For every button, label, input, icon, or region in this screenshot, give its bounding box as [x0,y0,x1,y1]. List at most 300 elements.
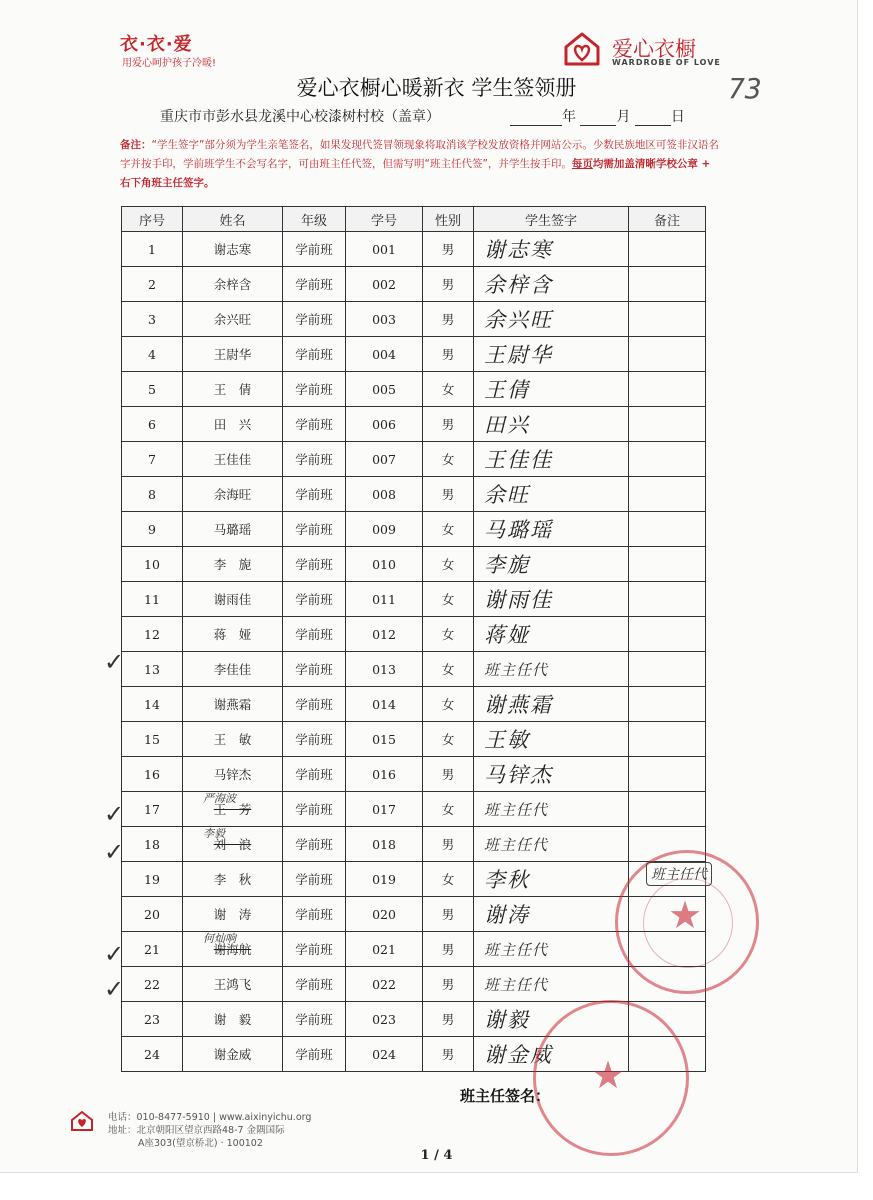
student-gender-text: 女 [441,382,455,397]
student-signature[interactable] [474,372,629,407]
footer-address-2: A座303(望京桥北) · 100102 [138,1138,263,1149]
row-number [122,967,183,1002]
student-grade [283,687,346,722]
header-no: 序号 [122,207,183,232]
student-gender [423,722,474,757]
student-grade [283,897,346,932]
student-gender [423,757,474,792]
table-row [122,372,706,407]
seal-star-icon: ★ [668,893,703,937]
student-gender [423,582,474,617]
row-remark[interactable] [629,687,706,722]
student-id-text: 018 [372,836,396,852]
row-remark[interactable] [629,652,706,687]
student-id [346,302,423,337]
student-signature[interactable] [474,792,629,827]
row-number [122,1002,183,1037]
row-remark[interactable] [629,407,706,442]
student-gender [423,512,474,547]
student-gender-text: 男 [441,487,455,502]
footer-contact [108,1111,311,1150]
student-signature-text: 王倩 [484,378,530,402]
year-blank[interactable] [510,113,562,126]
student-gender [423,932,474,967]
student-grade-text: 学前班 [295,452,333,467]
row-number [122,862,183,897]
student-gender-text: 男 [441,347,455,362]
student-id [346,652,423,687]
student-grade [283,792,346,827]
student-id [346,442,423,477]
row-number-text: 19 [144,871,160,887]
row-number [122,897,183,932]
student-gender-text: 男 [441,977,455,992]
student-name [183,442,283,477]
day-blank[interactable] [635,113,671,126]
student-grade-text: 学前班 [295,382,333,397]
month-blank[interactable] [580,113,616,126]
student-id [346,232,423,267]
row-number [122,932,183,967]
row-number [122,687,183,722]
student-gender [423,407,474,442]
row-number [122,337,183,372]
table-row [122,407,706,442]
student-grade-text: 学前班 [295,312,333,327]
student-id-text: 009 [372,521,396,537]
student-id-text: 010 [372,556,396,572]
page-number: 1 / 4 [420,1148,453,1163]
student-id [346,512,423,547]
student-id [346,897,423,932]
student-gender [423,967,474,1002]
student-gender-text: 女 [441,592,455,607]
row-number [122,792,183,827]
student-name [183,792,283,827]
student-name [183,1037,283,1072]
row-number [122,547,183,582]
student-name [183,547,283,582]
student-name-text: 李佳佳 [213,662,252,677]
student-gender-text: 男 [441,417,455,432]
student-signature-text: 余旺 [484,483,530,507]
header-name: 姓名 [183,207,283,232]
row-remark[interactable] [629,337,706,372]
student-name [183,757,283,792]
table-row [122,722,706,757]
student-name-text: 余兴旺 [213,312,252,327]
row-remark[interactable] [629,582,706,617]
handwritten-correction: 严海波 [203,792,236,805]
student-id [346,792,423,827]
student-signature[interactable] [474,337,629,372]
row-remark[interactable] [629,442,706,477]
student-grade [283,862,346,897]
student-gender-text: 女 [441,872,455,887]
student-name [183,477,283,512]
student-grade [283,372,346,407]
table-row [122,302,706,337]
student-grade-text: 学前班 [295,662,333,677]
student-grade [283,617,346,652]
student-grade [283,232,346,267]
student-signature[interactable] [474,547,629,582]
student-gender [423,652,474,687]
row-remark[interactable] [629,757,706,792]
student-name [183,302,283,337]
student-name-text: 谢志寒 [213,242,252,257]
row-number [122,512,183,547]
student-signature-text: 王佳佳 [484,448,553,472]
row-number-text: 1 [148,241,156,257]
student-gender [423,1037,474,1072]
left-brand-logo: 衣·衣·爱 [120,34,193,55]
table-row [122,617,706,652]
check-mark-icon: ✓ [104,800,125,828]
student-id [346,547,423,582]
student-name [183,232,283,267]
student-grade-text: 学前班 [295,1047,333,1062]
student-name-text: 王 芳 [213,802,252,817]
student-signature[interactable] [474,442,629,477]
student-gender-text: 男 [441,907,455,922]
student-name [183,407,283,442]
student-id-text: 006 [372,416,396,432]
handwritten-page-number: 73 [728,72,762,105]
row-number-text: 14 [144,696,160,712]
handwritten-correction: 何灿响 [203,932,236,945]
student-name-text: 王鸿飞 [213,977,252,992]
student-signature-text: 田兴 [484,413,530,437]
student-id-text: 024 [372,1046,396,1062]
student-id-text: 008 [372,486,396,502]
student-grade-text: 学前班 [295,347,333,362]
student-id [346,1002,423,1037]
student-signature-text: 谢毅 [484,1008,530,1032]
student-name [183,827,283,862]
student-name [183,897,283,932]
student-signature-text: 马璐瑶 [484,518,553,542]
student-gender-text: 女 [441,697,455,712]
house-heart-icon [70,1110,94,1132]
student-id-text: 011 [372,591,396,607]
table-row [122,232,706,267]
student-gender [423,687,474,722]
row-number-text: 20 [144,906,160,922]
student-grade-text: 学前班 [295,942,333,957]
student-grade [283,1037,346,1072]
note-text: “学生签字”部分须为学生亲笔签名，如果发现代签冒领现象将取消该学校发放资格并网站公示。少数民族地区可签非汉语名字并按手印，学前班学生不会写名字，可由班主任代签，但需写明“班主任代签”，并学生按手印。 [120,139,719,170]
student-grade-text: 学前班 [295,1012,333,1027]
row-number-text: 6 [148,416,156,432]
teacher-proxy-stamp: 班主任代 [646,862,712,886]
teacher-signature-label: 班主任签名： [460,1087,551,1105]
instruction-note [120,136,720,193]
student-grade [283,582,346,617]
note-emphasis: 每页 [571,158,593,170]
student-name-text: 谢金威 [213,1047,252,1062]
student-gender [423,827,474,862]
student-gender [423,267,474,302]
table-row [122,512,706,547]
school-name: 重庆市市彭水县龙溪中心校漆树村校（盖章） [160,109,440,125]
student-gender-text: 男 [441,312,455,327]
student-grade-text: 学前班 [295,977,333,992]
student-grade-text: 学前班 [295,417,333,432]
student-id-text: 001 [372,241,396,257]
student-signature[interactable] [474,687,629,722]
table-row [122,337,706,372]
student-grade [283,932,346,967]
student-id [346,862,423,897]
footer-address: 地址：北京朝阳区望京西路48-7 金隅国际 [108,1125,285,1136]
row-number [122,232,183,267]
student-id [346,932,423,967]
student-grade-text: 学前班 [295,732,333,747]
student-grade [283,547,346,582]
student-grade-text: 学前班 [295,487,333,502]
student-name [183,617,283,652]
row-number-text: 18 [144,836,160,852]
student-name-text: 王 倩 [213,382,252,397]
right-brand-english: WARDROBE OF LOVE [612,58,721,67]
check-mark-icon: ✓ [104,838,125,866]
student-signature[interactable] [474,897,629,932]
row-number-text: 5 [148,381,156,397]
student-gender-text: 女 [441,732,455,747]
note-prefix: 备注： [120,139,152,151]
student-grade-text: 学前班 [295,242,333,257]
student-name [183,372,283,407]
student-gender [423,547,474,582]
left-brand-slogan: 用爱心呵护孩子冷暖! [122,58,217,69]
row-number-text: 24 [144,1046,160,1062]
row-remark[interactable] [629,477,706,512]
student-gender [423,232,474,267]
student-grade [283,722,346,757]
student-signature-text: 班主任代 [484,975,549,994]
row-remark[interactable] [629,232,706,267]
student-signature[interactable] [474,757,629,792]
student-signature-text: 李旎 [484,553,530,577]
student-signature-text: 谢涛 [484,903,530,927]
student-signature[interactable] [474,407,629,442]
right-brand-name: 爱心衣橱 [612,37,696,61]
student-id [346,722,423,757]
row-remark[interactable] [629,547,706,582]
student-gender [423,442,474,477]
seal-star-icon: ★ [591,1053,626,1097]
date-fields [510,106,685,126]
table-row [122,687,706,722]
note-suffix: 均需加盖清晰学校公章 + 右下角班主任签字。 [120,158,711,189]
header-id: 学号 [346,207,423,232]
student-gender-text: 女 [441,557,455,572]
header-gender: 性别 [423,207,474,232]
student-name-text: 田 兴 [213,417,252,432]
student-signature-text: 班主任代 [484,660,549,679]
row-number-text: 3 [148,311,156,327]
student-signature[interactable] [474,722,629,757]
row-number-text: 23 [144,1011,160,1027]
row-number [122,267,183,302]
row-number-text: 11 [144,591,160,607]
student-gender [423,897,474,932]
student-gender [423,302,474,337]
student-id [346,407,423,442]
student-signature[interactable] [474,827,629,862]
row-number-text: 2 [148,276,156,292]
student-gender-text: 女 [441,802,455,817]
row-remark[interactable] [629,372,706,407]
student-id-text: 019 [372,871,396,887]
student-signature[interactable] [474,617,629,652]
student-signature-text: 王尉华 [484,343,553,367]
student-signature[interactable] [474,862,629,897]
year-label: 年 [562,109,576,125]
student-id-text: 022 [372,976,396,992]
student-grade-text: 学前班 [295,627,333,642]
student-signature-text: 谢燕霜 [484,693,553,717]
student-signature[interactable] [474,477,629,512]
row-remark[interactable] [629,792,706,827]
student-grade [283,302,346,337]
table-row [122,827,706,862]
student-grade [283,477,346,512]
table-row [122,862,706,897]
row-number [122,652,183,687]
day-label: 日 [670,109,685,125]
table-row [122,652,706,687]
student-gender [423,1002,474,1037]
student-grade [283,337,346,372]
student-id [346,372,423,407]
student-gender-text: 男 [441,1012,455,1027]
student-id-text: 003 [372,311,396,327]
row-number [122,442,183,477]
row-number-text: 7 [148,451,156,467]
row-number-text: 9 [148,521,156,537]
student-id-text: 015 [372,731,396,747]
student-signature[interactable] [474,932,629,967]
student-grade [283,512,346,547]
student-signature[interactable] [474,267,629,302]
student-name-text: 刘 浪 [213,837,252,852]
student-name-text: 王 敏 [213,732,252,747]
student-id-text: 023 [372,1011,396,1027]
student-signature-text: 班主任代 [484,835,549,854]
row-number-text: 22 [144,976,160,992]
student-signature-text: 蒋娅 [484,623,530,647]
student-grade-text: 学前班 [295,802,333,817]
student-gender-text: 女 [441,452,455,467]
student-grade-text: 学前班 [295,557,333,572]
row-number-text: 8 [148,486,156,502]
row-number [122,757,183,792]
header-grade: 年级 [283,207,346,232]
student-name-text: 李 秋 [213,872,252,887]
student-grade [283,967,346,1002]
student-id-text: 021 [372,941,396,957]
student-gender-text: 男 [441,277,455,292]
student-gender [423,372,474,407]
row-number-text: 4 [148,346,156,362]
row-remark[interactable] [629,722,706,757]
row-remark[interactable] [629,512,706,547]
student-grade [283,442,346,477]
row-number-text: 15 [144,731,160,747]
row-remark[interactable] [629,267,706,302]
student-grade [283,652,346,687]
student-signature[interactable] [474,652,629,687]
student-signature-text: 班主任代 [484,800,549,819]
row-number [122,372,183,407]
table-row [122,267,706,302]
student-id [346,827,423,862]
student-name-text: 李 旎 [213,557,252,572]
school-seal-stamp-2 [533,1000,689,1156]
student-name-text: 王尉华 [213,347,252,362]
row-number-text: 17 [144,801,160,817]
table-row [122,792,706,827]
table-row [122,547,706,582]
student-signature[interactable] [474,582,629,617]
student-grade-text: 学前班 [295,907,333,922]
row-number [122,582,183,617]
student-gender [423,617,474,652]
row-remark[interactable] [629,617,706,652]
student-gender-text: 女 [441,662,455,677]
student-signature-text: 谢志寒 [484,238,553,262]
student-grade-text: 学前班 [295,837,333,852]
student-grade [283,757,346,792]
student-grade-text: 学前班 [295,592,333,607]
student-id-text: 004 [372,346,396,362]
student-signature[interactable] [474,302,629,337]
month-label: 月 [616,109,631,125]
student-signature[interactable] [474,232,629,267]
student-gender-text: 女 [441,522,455,537]
table-row [122,477,706,512]
student-name-text: 余梓含 [213,277,252,292]
student-name-text: 谢雨佳 [213,592,252,607]
student-gender [423,862,474,897]
student-name-text: 谢 涛 [213,907,252,922]
row-number-text: 21 [144,941,160,957]
student-grade-text: 学前班 [295,277,333,292]
student-signature-text: 班主任代 [484,940,549,959]
student-name [183,1002,283,1037]
document-title: 爱心衣橱心暖新衣 学生签领册 [296,76,577,100]
student-id [346,967,423,1002]
student-name-text: 余海旺 [213,487,252,502]
student-signature[interactable] [474,967,629,1002]
student-signature[interactable] [474,512,629,547]
student-gender-text: 男 [441,837,455,852]
student-id-text: 005 [372,381,396,397]
check-mark-icon: ✓ [104,940,125,968]
row-number-text: 16 [144,766,160,782]
table-header-row [122,207,706,232]
student-name-text: 谢海航 [213,942,252,957]
student-id [346,757,423,792]
student-name [183,582,283,617]
row-remark[interactable] [629,302,706,337]
student-grade [283,267,346,302]
table-row [122,757,706,792]
house-heart-icon [563,31,601,67]
student-gender [423,337,474,372]
